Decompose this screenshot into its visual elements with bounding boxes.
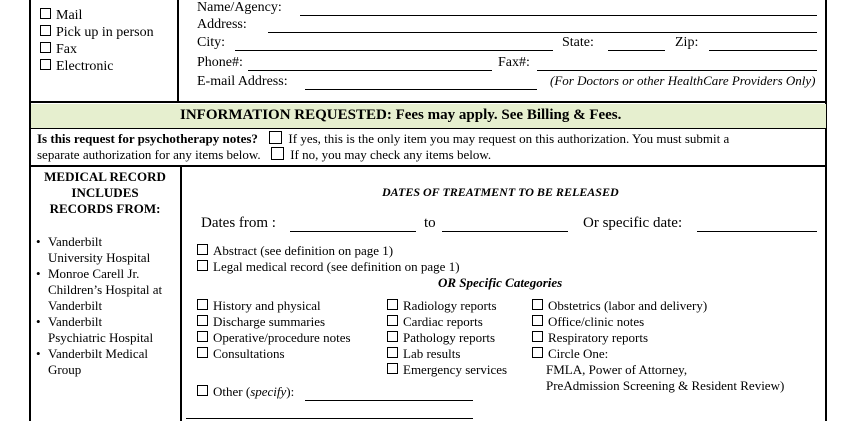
- state-label: State:: [562, 35, 594, 50]
- email-label: E-mail Address:: [197, 74, 288, 89]
- frame-divider-bottom: [180, 166, 182, 421]
- category-office-clinic[interactable]: Office/clinic notes: [532, 314, 784, 330]
- psychotherapy-no-text: If no, you may check any items below.: [290, 147, 492, 162]
- name-agency-field[interactable]: [300, 1, 817, 16]
- frame-rule-1: [29, 101, 827, 103]
- frame-left: [29, 0, 31, 421]
- dates-to-field[interactable]: [442, 217, 568, 232]
- psychotherapy-no-checkbox[interactable]: [271, 147, 284, 160]
- email-field[interactable]: [305, 75, 537, 90]
- list-item: • Monroe Carell Jr.: [36, 266, 140, 281]
- record-type-abstract[interactable]: Abstract (see definition on page 1): [197, 243, 393, 259]
- phone-field[interactable]: [248, 56, 492, 71]
- category-respiratory[interactable]: Respiratory reports: [532, 330, 784, 346]
- category-cardiac[interactable]: Cardiac reports: [387, 314, 507, 330]
- categories-col-1: [197, 298, 351, 362]
- sources-title: MEDICAL RECORD INCLUDES RECORDS FROM:: [44, 169, 166, 216]
- other-row[interactable]: Other (specify):: [197, 384, 294, 400]
- category-circle-one[interactable]: Circle One:: [532, 346, 784, 362]
- category-emergency[interactable]: Emergency services: [387, 362, 507, 378]
- dates-from-field[interactable]: [290, 217, 416, 232]
- address-field[interactable]: [268, 18, 817, 33]
- fax-field[interactable]: [537, 56, 817, 71]
- other-specify-field[interactable]: [305, 386, 473, 401]
- phone-label: Phone#:: [197, 55, 243, 70]
- category-lab[interactable]: Lab results: [387, 346, 507, 362]
- name-agency-label: Name/Agency:: [197, 0, 282, 15]
- checkbox-icon[interactable]: [197, 244, 208, 255]
- psychotherapy-row-1: [37, 131, 729, 147]
- list-item: Psychiatric Hospital: [48, 330, 154, 345]
- dates-from-label: Dates from :: [201, 215, 276, 231]
- specific-date-field[interactable]: [697, 217, 817, 232]
- delivery-option-fax[interactable]: Fax: [40, 42, 77, 58]
- city-field[interactable]: [235, 36, 553, 51]
- delivery-option-pickup[interactable]: Pick up in person: [40, 25, 154, 41]
- state-field[interactable]: [608, 36, 665, 51]
- psychotherapy-question: Is this request for psychotherapy notes?: [37, 131, 258, 146]
- category-operative[interactable]: Operative/procedure notes: [197, 330, 351, 346]
- psychotherapy-row-2: [37, 147, 491, 163]
- category-obstetrics[interactable]: Obstetrics (labor and delivery): [532, 298, 784, 314]
- city-label: City:: [197, 35, 226, 50]
- zip-label: Zip:: [675, 35, 699, 50]
- circle-one-option-2[interactable]: PreAdmission Screening & Resident Review): [546, 378, 785, 393]
- list-item: Children’s Hospital at: [48, 282, 163, 297]
- list-item: Group: [48, 362, 82, 377]
- info-requested-header: INFORMATION REQUESTED: Fees may apply. See Billing & Fees.: [180, 107, 622, 123]
- checkbox-icon[interactable]: [387, 331, 398, 342]
- frame-right: [825, 0, 827, 421]
- frame-rule-3: [29, 165, 827, 167]
- specific-date-label: Or specific date:: [583, 215, 683, 231]
- categories-heading: OR Specific Categories: [438, 275, 563, 290]
- checkbox-icon[interactable]: [387, 315, 398, 326]
- psychotherapy-yes-checkbox[interactable]: [269, 131, 282, 144]
- checkbox-icon[interactable]: [40, 8, 51, 19]
- psychotherapy-yes-text: If yes, this is the only item you may request on this authorization. You must submit a: [288, 131, 730, 146]
- list-item: • Vanderbilt: [36, 234, 103, 249]
- list-item: • Vanderbilt: [36, 314, 103, 329]
- checkbox-icon[interactable]: [197, 315, 208, 326]
- checkbox-icon[interactable]: [40, 59, 51, 70]
- checkbox-icon[interactable]: [197, 260, 208, 271]
- category-radiology[interactable]: Radiology reports: [387, 298, 507, 314]
- checkbox-icon[interactable]: [532, 315, 543, 326]
- checkbox-icon[interactable]: [197, 299, 208, 310]
- checkbox-icon[interactable]: [532, 299, 543, 310]
- record-type-legal[interactable]: Legal medical record (see definition on page 1): [197, 259, 460, 275]
- category-consultations[interactable]: Consultations: [197, 346, 351, 362]
- checkbox-icon[interactable]: [40, 42, 51, 53]
- frame-divider-top: [177, 0, 179, 102]
- list-item: • Vanderbilt Medical: [36, 346, 148, 361]
- checkbox-icon[interactable]: [532, 347, 543, 358]
- categories-col-3: [532, 298, 784, 394]
- checkbox-icon[interactable]: [532, 331, 543, 342]
- list-item: University Hospital: [48, 250, 151, 265]
- other-specify-field-2[interactable]: [186, 404, 473, 419]
- psychotherapy-separate-text: separate authorization for any items below.: [37, 147, 261, 162]
- delivery-option-mail[interactable]: Mail: [40, 8, 82, 24]
- checkbox-icon[interactable]: [40, 25, 51, 36]
- fax-label: Fax#:: [498, 55, 530, 70]
- sources-list: [36, 234, 162, 378]
- checkbox-icon[interactable]: [197, 331, 208, 342]
- category-discharge[interactable]: Discharge summaries: [197, 314, 351, 330]
- address-label: Address:: [197, 17, 247, 32]
- zip-field[interactable]: [709, 36, 817, 51]
- checkbox-icon[interactable]: [387, 347, 398, 358]
- providers-note: (For Doctors or other HealthCare Providers Only): [550, 73, 816, 88]
- list-item: Vanderbilt: [48, 298, 103, 313]
- category-history[interactable]: History and physical: [197, 298, 351, 314]
- category-pathology[interactable]: Pathology reports: [387, 330, 507, 346]
- dates-to-label: to: [424, 215, 436, 231]
- categories-col-2: [387, 298, 507, 378]
- checkbox-icon[interactable]: [387, 363, 398, 374]
- delivery-option-electronic[interactable]: Electronic: [40, 59, 114, 75]
- dates-heading: DATES OF TREATMENT TO BE RELEASED: [382, 185, 619, 199]
- checkbox-icon[interactable]: [197, 347, 208, 358]
- checkbox-icon[interactable]: [387, 299, 398, 310]
- circle-one-option-1[interactable]: FMLA, Power of Attorney,: [546, 362, 688, 377]
- checkbox-icon[interactable]: [197, 385, 208, 396]
